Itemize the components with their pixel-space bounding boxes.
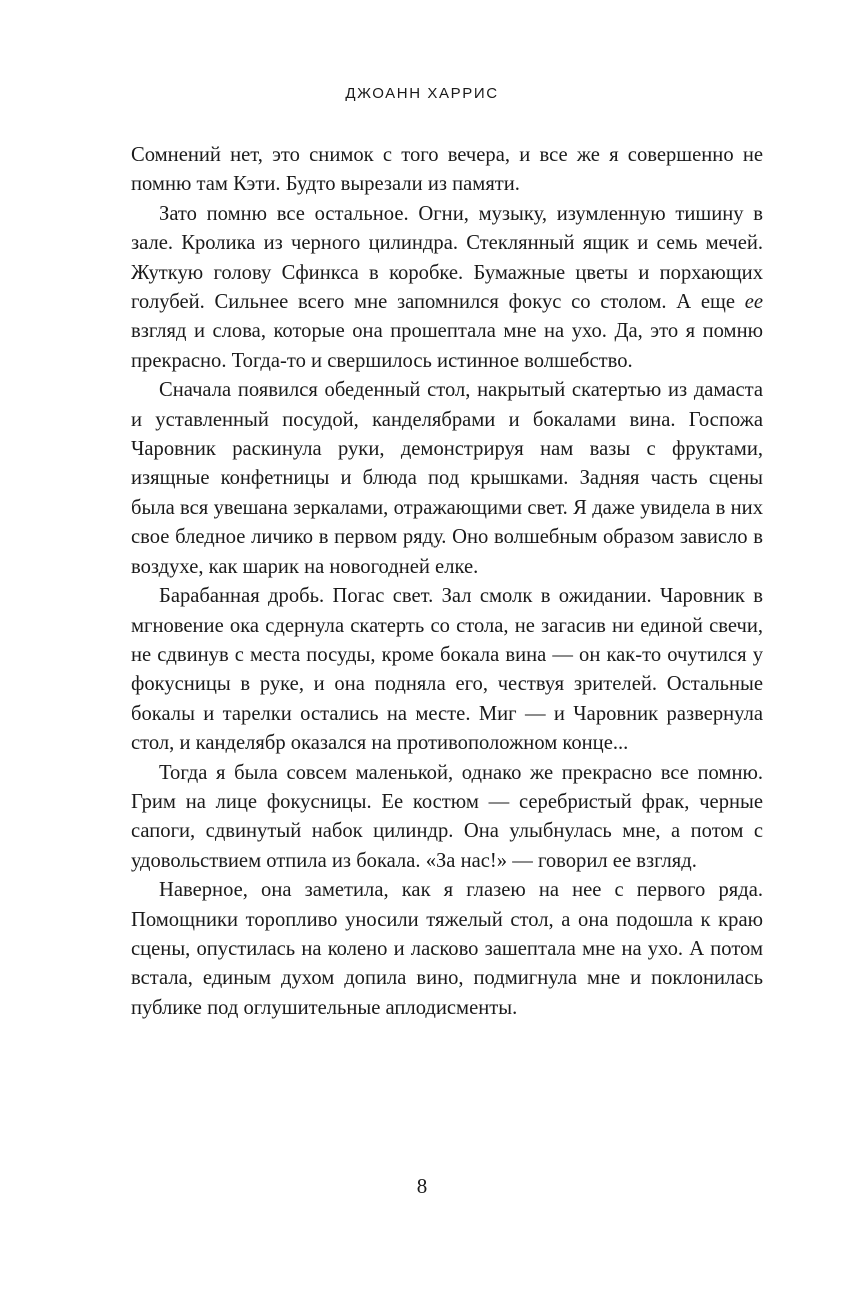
paragraph-1: Сомнений нет, это снимок с того вечера, и все же я совершенно не помню там Кэти. Будто вырезали из памяти. xyxy=(131,144,763,196)
paragraph-2 xyxy=(131,200,763,376)
page-number: 8 xyxy=(416,1174,428,1198)
running-head: ДЖОАНН ХАРРИС xyxy=(345,85,499,102)
paragraph-2-text-end: взгляд и слова, которые она прошептала мне на ухо. Да, это я помню прекрасно. Тогда-то и свершилось истинное волшебство. xyxy=(131,320,763,372)
body-text xyxy=(131,141,763,1023)
paragraph-2-text-start: Зато помню все остальное. Огни, музыку, изумленную тишину в зале. Кролика из черного цилиндра. Стеклянный ящик и семь мечей. Жуткую голову Сфинкса в коробке. Бумажные цветы и порхающих голубей. Сильнее всего мне запомнился фокус со столом. А еще xyxy=(131,202,763,314)
paragraph-4: Барабанная дробь. Погас свет. Зал смолк в ожидании. Чаровник в мгновение ока сдернула скатерть со стола, не загасив ни единой свечи, не сдвинув с места посуды, кроме бокала вина — он как-то очутился у фокусницы в руке, и она подняла его, чествуя зрителей. Остальные бокалы и тарелки остались на месте. Миг — и Чаровник развернула стол, и канделябр оказался на противоположном конце... xyxy=(131,585,763,755)
paragraph-2-italic-word: ее xyxy=(744,291,763,314)
paragraph-3: Сначала появился обеденный стол, накрытый скатертью из дамаста и уставленный посудой, канделябрами и бокалами вина. Госпожа Чаровник раскинула руки, демонстрируя нам вазы с фруктами, изящные конфетницы и блюда под крышками. Задняя часть сцены была вся увешана зеркалами, отражающими свет. Я даже увидела в них свое бледное личико в первом ряду. Оно волшебным образом зависло в воздухе, как шарик на новогодней елке. xyxy=(131,379,763,578)
paragraph-5: Тогда я была совсем маленькой, однако же прекрасно все помню. Грим на лице фокусницы. Ее костюм — серебристый фрак, черные сапоги, сдвинутый набок цилиндр. Она улыбнулась мне, а потом с удовольствием отпила из бокала. «За нас!» — говорил ее взгляд. xyxy=(131,761,763,872)
paragraph-6: Наверное, она заметила, как я глазею на нее с первого ряда. Помощники торопливо уносили тяжелый стол, а она подошла к краю сцены, опустилась на колено и ласково зашептала мне на ухо. А потом встала, единым духом допила вино, подмигнула мне и поклонилась публике под оглушительные аплодисменты. xyxy=(131,879,763,1019)
